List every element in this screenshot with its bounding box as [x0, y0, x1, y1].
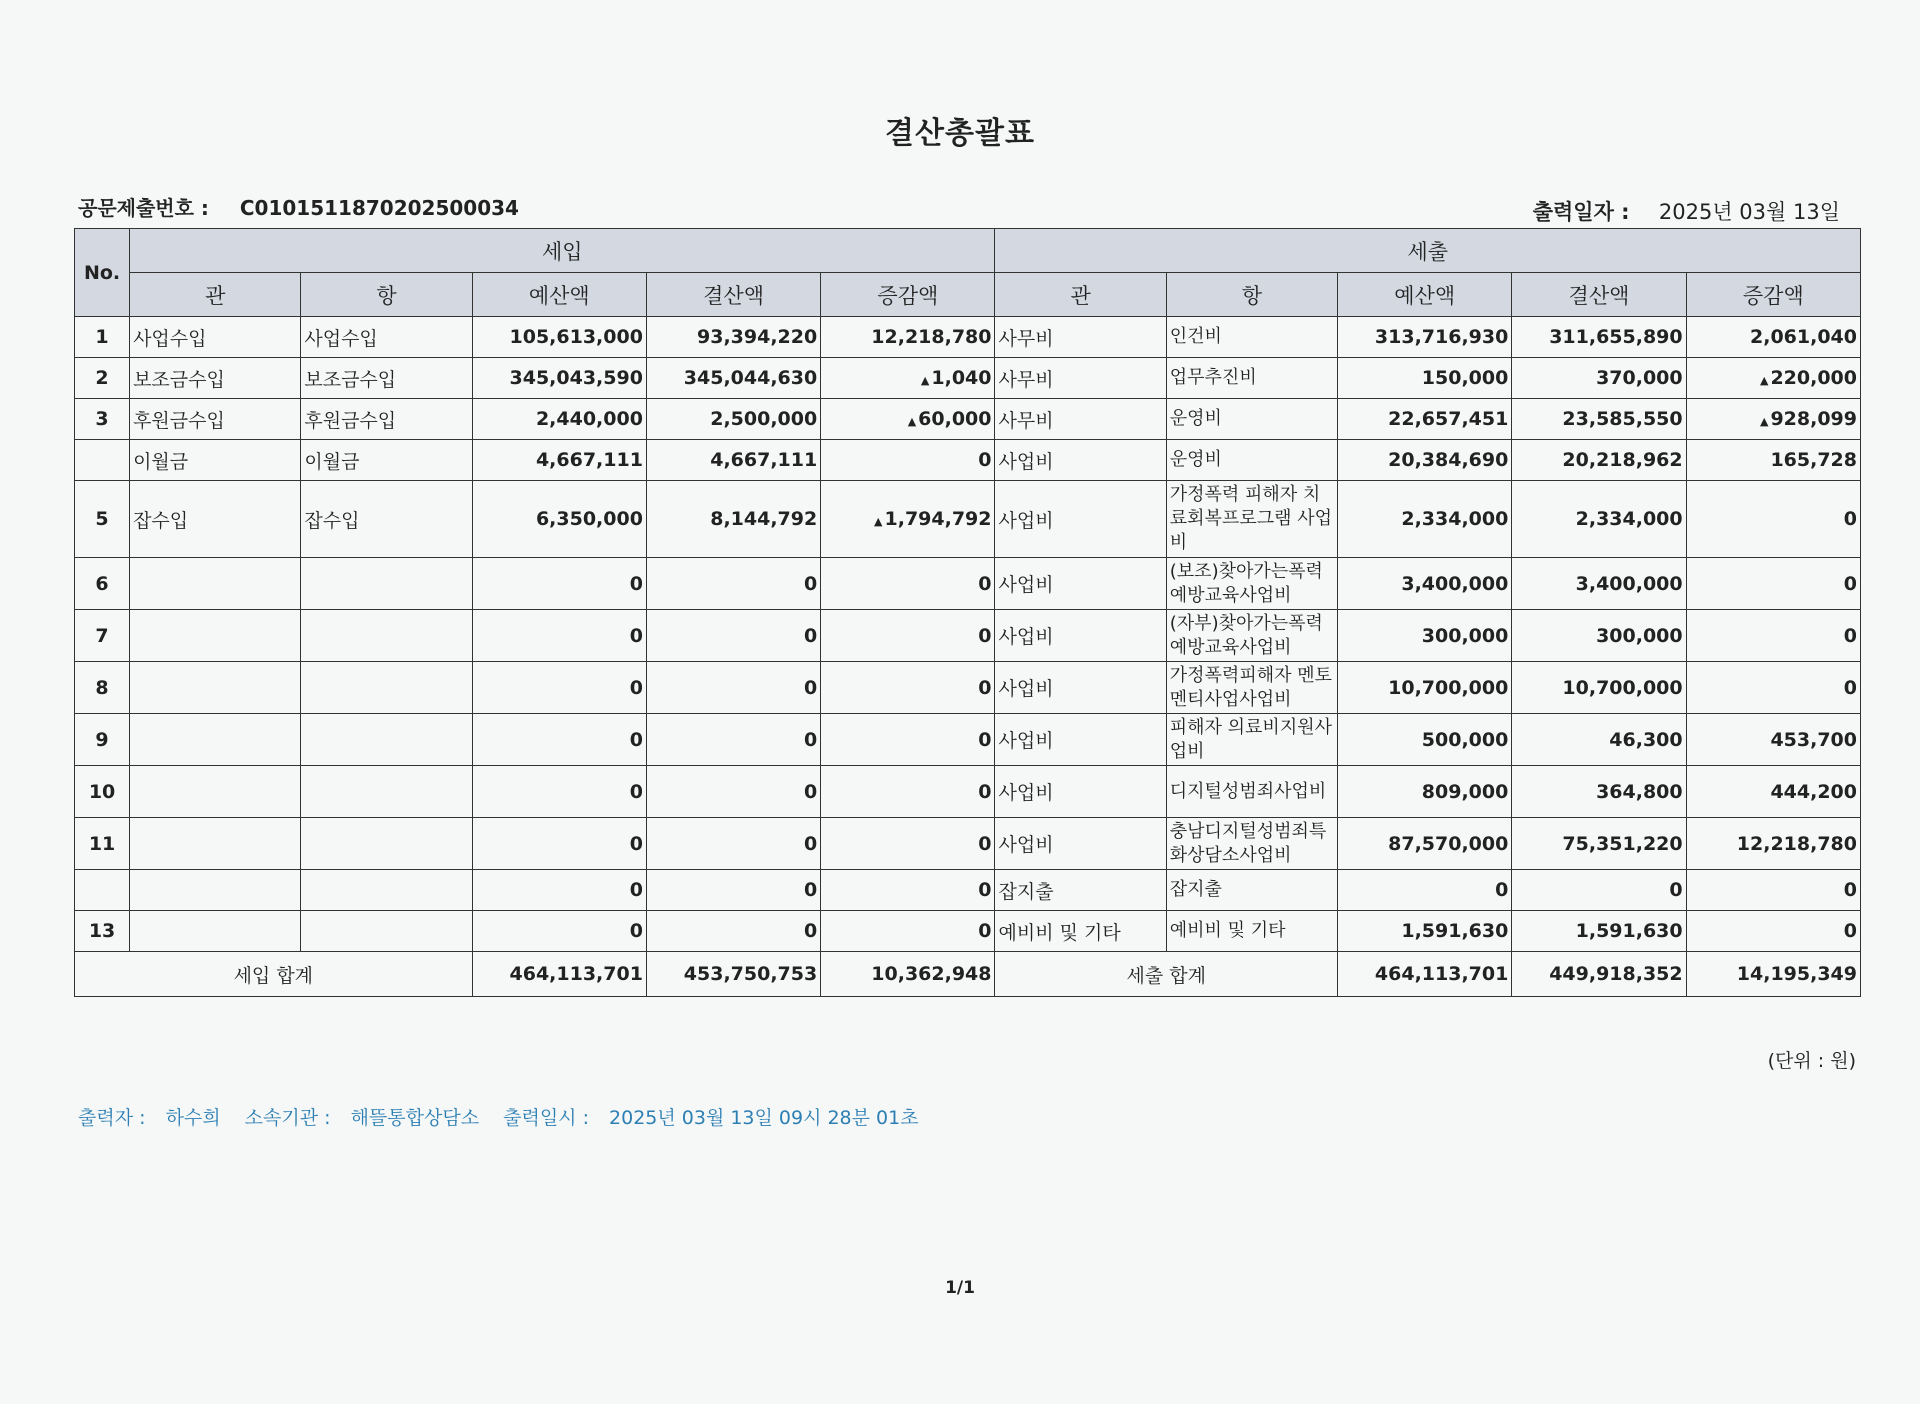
submission-value: C0101511870202500034 [239, 196, 519, 220]
table-row [75, 870, 1861, 911]
expense-settled-cell: 0 [1512, 870, 1686, 911]
income-hang-cell [301, 610, 472, 662]
expense-diff-cell: 453,700 [1686, 714, 1860, 766]
expense-settled-cell: 23,585,550 [1512, 399, 1686, 440]
income-gwan-cell: 잡수입 [130, 481, 301, 558]
expense-hang-cell: 예비비 및 기타 [1166, 911, 1337, 952]
expense-hang-cell: (보조)찾아가는폭력예방교육사업비 [1166, 558, 1337, 610]
table-row [75, 440, 1861, 481]
expense-settled-cell: 1,591,630 [1512, 911, 1686, 952]
expense-gwan-cell: 사업비 [995, 818, 1166, 870]
income-hang-cell [301, 714, 472, 766]
print-datetime: 2025년 03월 13일 09시 28분 01초 [609, 1107, 919, 1129]
expense-diff-cell: 165,728 [1686, 440, 1860, 481]
income-diff-cell: 0 [821, 766, 995, 818]
expense-gwan-cell: 사업비 [995, 440, 1166, 481]
income-budget-cell: 0 [472, 610, 646, 662]
income-hang-cell: 후원금수입 [301, 399, 472, 440]
income-budget-cell: 0 [472, 766, 646, 818]
income-budget-cell: 0 [472, 662, 646, 714]
income-settled-cell: 0 [646, 870, 820, 911]
income-budget-cell: 0 [472, 818, 646, 870]
row-number: 8 [75, 662, 130, 714]
table-row [75, 911, 1861, 952]
income-gwan-cell [130, 662, 301, 714]
income-hang-cell: 사업수입 [301, 317, 472, 358]
income-gwan-cell [130, 714, 301, 766]
row-number: 1 [75, 317, 130, 358]
income-settled-cell: 0 [646, 558, 820, 610]
expense-diff-cell: 0 [1686, 870, 1860, 911]
page-number: 1/1 [945, 1278, 975, 1298]
decrease-mark-icon: ▲ [1759, 415, 1769, 428]
expense-gwan-cell: 예비비 및 기타 [995, 911, 1166, 952]
table-row [75, 610, 1861, 662]
income-gwan-cell: 보조금수입 [130, 358, 301, 399]
expense-hang-cell: 가정폭력피해자 멘토멘티사업사업비 [1166, 662, 1337, 714]
no-header: No. [75, 229, 130, 317]
income-hang-cell [301, 870, 472, 911]
income-budget-cell: 105,613,000 [472, 317, 646, 358]
expense-settled-cell: 3,400,000 [1512, 558, 1686, 610]
expense-diff-cell: 444,200 [1686, 766, 1860, 818]
expense-budget-cell: 20,384,690 [1338, 440, 1512, 481]
expense-budget-cell: 2,334,000 [1338, 481, 1512, 558]
expense-diff-header: 증감액 [1686, 273, 1860, 317]
diff-value: 220,000 [1770, 367, 1857, 389]
income-hang-cell [301, 558, 472, 610]
expense-total-diff: 14,195,349 [1686, 952, 1860, 997]
org-name: 해뜰통합상담소 [350, 1107, 480, 1129]
expense-hang-cell: (자부)찾아가는폭력예방교육사업비 [1166, 610, 1337, 662]
expense-gwan-cell: 잡지출 [995, 870, 1166, 911]
income-total-settled: 453,750,753 [646, 952, 820, 997]
income-settled-cell: 0 [646, 610, 820, 662]
row-number: 11 [75, 818, 130, 870]
income-total-diff: 10,362,948 [821, 952, 995, 997]
row-number: 3 [75, 399, 130, 440]
income-diff-cell: 0 [821, 558, 995, 610]
income-hang-cell [301, 766, 472, 818]
expense-settled-cell: 75,351,220 [1512, 818, 1686, 870]
income-settled-header: 결산액 [646, 273, 820, 317]
org-label: 소속기관 : [244, 1107, 331, 1129]
expense-hang-cell: 피해자 의료비지원사업비 [1166, 714, 1337, 766]
income-settled-cell: 93,394,220 [646, 317, 820, 358]
income-gwan-cell: 이월금 [130, 440, 301, 481]
expense-hang-cell: 디지털성범죄사업비 [1166, 766, 1337, 818]
expense-diff-cell: 12,218,780 [1686, 818, 1860, 870]
table-row [75, 358, 1861, 399]
income-hang-cell: 잡수입 [301, 481, 472, 558]
income-gwan-cell: 후원금수입 [130, 399, 301, 440]
table-row [75, 662, 1861, 714]
income-settled-cell: 0 [646, 714, 820, 766]
expense-settled-cell: 364,800 [1512, 766, 1686, 818]
income-settled-cell: 8,144,792 [646, 481, 820, 558]
expense-budget-cell: 150,000 [1338, 358, 1512, 399]
table-body [75, 317, 1861, 952]
income-diff-cell [821, 481, 995, 558]
expense-total-label: 세출 합계 [995, 952, 1338, 997]
expense-settled-cell: 46,300 [1512, 714, 1686, 766]
income-diff-cell: 0 [821, 714, 995, 766]
expense-diff-cell: 2,061,040 [1686, 317, 1860, 358]
expense-budget-cell: 3,400,000 [1338, 558, 1512, 610]
income-budget-cell: 6,350,000 [472, 481, 646, 558]
income-gwan-cell [130, 610, 301, 662]
diff-value: 928,099 [1770, 408, 1857, 430]
decrease-mark-icon: ▲ [920, 374, 930, 387]
expense-hang-cell: 운영비 [1166, 399, 1337, 440]
expense-hang-cell: 업무추진비 [1166, 358, 1337, 399]
expense-budget-cell: 87,570,000 [1338, 818, 1512, 870]
expense-hang-header: 항 [1166, 273, 1337, 317]
row-number [75, 870, 130, 911]
printer-name: 하수희 [165, 1107, 221, 1129]
expense-budget-cell: 1,591,630 [1338, 911, 1512, 952]
income-hang-cell: 이월금 [301, 440, 472, 481]
income-hang-cell [301, 662, 472, 714]
income-hang-cell: 보조금수입 [301, 358, 472, 399]
row-number: 13 [75, 911, 130, 952]
expense-diff-cell [1686, 358, 1860, 399]
income-gwan-cell [130, 818, 301, 870]
income-diff-cell: 0 [821, 818, 995, 870]
expense-budget-header: 예산액 [1338, 273, 1512, 317]
income-settled-cell: 0 [646, 818, 820, 870]
income-hang-cell [301, 911, 472, 952]
income-diff-cell: 0 [821, 870, 995, 911]
expense-diff-cell: 0 [1686, 481, 1860, 558]
expense-settled-cell: 10,700,000 [1512, 662, 1686, 714]
expense-gwan-cell: 사무비 [995, 317, 1166, 358]
expense-settled-cell: 300,000 [1512, 610, 1686, 662]
print-date-value: 2025년 03월 13일 [1658, 200, 1840, 224]
income-gwan-cell [130, 870, 301, 911]
expense-hang-cell: 충남디지털성범죄특화상담소사업비 [1166, 818, 1337, 870]
income-diff-cell: 0 [821, 911, 995, 952]
expense-total-budget: 464,113,701 [1338, 952, 1512, 997]
income-gwan-cell [130, 558, 301, 610]
expense-diff-cell [1686, 399, 1860, 440]
expense-total-settled: 449,918,352 [1512, 952, 1686, 997]
expense-settled-cell: 311,655,890 [1512, 317, 1686, 358]
diff-value: 1,040 [931, 367, 992, 389]
income-gwan-header: 관 [130, 273, 301, 317]
expense-gwan-cell: 사무비 [995, 358, 1166, 399]
decrease-mark-icon: ▲ [874, 515, 883, 528]
income-total-budget: 464,113,701 [472, 952, 646, 997]
expense-diff-cell: 0 [1686, 911, 1860, 952]
expense-budget-cell: 22,657,451 [1338, 399, 1512, 440]
document-title: 결산총괄표 [885, 116, 1035, 151]
income-gwan-cell [130, 911, 301, 952]
table-row [75, 558, 1861, 610]
income-diff-cell: 0 [821, 610, 995, 662]
income-budget-cell: 0 [472, 870, 646, 911]
expense-gwan-cell: 사업비 [995, 662, 1166, 714]
expense-diff-cell: 0 [1686, 610, 1860, 662]
expense-gwan-header: 관 [995, 273, 1166, 317]
decrease-mark-icon: ▲ [907, 415, 917, 428]
table-row [75, 818, 1861, 870]
submission-label: 공문제출번호 : [78, 196, 209, 220]
expense-diff-cell: 0 [1686, 558, 1860, 610]
row-number: 10 [75, 766, 130, 818]
income-budget-header: 예산액 [472, 273, 646, 317]
income-budget-cell: 0 [472, 911, 646, 952]
income-budget-cell: 2,440,000 [472, 399, 646, 440]
income-diff-cell: 12,218,780 [821, 317, 995, 358]
table-row [75, 399, 1861, 440]
expense-budget-cell: 300,000 [1338, 610, 1512, 662]
expense-hang-cell: 운영비 [1166, 440, 1337, 481]
income-hang-header: 항 [301, 273, 472, 317]
income-budget-cell: 0 [472, 558, 646, 610]
expense-settled-cell: 370,000 [1512, 358, 1686, 399]
income-diff-cell [821, 358, 995, 399]
expense-budget-cell: 10,700,000 [1338, 662, 1512, 714]
expense-settled-header: 결산액 [1512, 273, 1686, 317]
expense-header: 세출 [995, 229, 1861, 273]
expense-budget-cell: 500,000 [1338, 714, 1512, 766]
table-row [75, 317, 1861, 358]
income-diff-cell [821, 399, 995, 440]
income-settled-cell: 345,044,630 [646, 358, 820, 399]
total-row [75, 952, 1861, 997]
expense-gwan-cell: 사무비 [995, 399, 1166, 440]
expense-gwan-cell: 사업비 [995, 714, 1166, 766]
expense-hang-cell: 가정폭력 피해자 치료회복프로그램 사업비 [1166, 481, 1337, 558]
printer-label: 출력자 : [78, 1107, 146, 1129]
income-diff-cell: 0 [821, 662, 995, 714]
income-diff-header: 증감액 [821, 273, 995, 317]
row-number: 6 [75, 558, 130, 610]
diff-value: 60,000 [918, 408, 992, 430]
table-row [75, 714, 1861, 766]
expense-budget-cell: 0 [1338, 870, 1512, 911]
decrease-mark-icon: ▲ [1759, 374, 1769, 387]
expense-settled-cell: 2,334,000 [1512, 481, 1686, 558]
row-number: 2 [75, 358, 130, 399]
row-number: 7 [75, 610, 130, 662]
income-settled-cell: 0 [646, 766, 820, 818]
expense-diff-cell: 0 [1686, 662, 1860, 714]
expense-settled-cell: 20,218,962 [1512, 440, 1686, 481]
table-row [75, 481, 1861, 558]
income-settled-cell: 0 [646, 662, 820, 714]
unit-note: (단위 : 원) [1767, 1050, 1856, 1072]
row-number: 5 [75, 481, 130, 558]
expense-gwan-cell: 사업비 [995, 558, 1166, 610]
submission-number [78, 192, 519, 221]
row-number [75, 440, 130, 481]
income-settled-cell: 0 [646, 911, 820, 952]
income-diff-cell: 0 [821, 440, 995, 481]
expense-hang-cell: 잡지출 [1166, 870, 1337, 911]
income-budget-cell: 0 [472, 714, 646, 766]
income-budget-cell: 345,043,590 [472, 358, 646, 399]
income-gwan-cell [130, 766, 301, 818]
income-settled-cell: 4,667,111 [646, 440, 820, 481]
expense-budget-cell: 313,716,930 [1338, 317, 1512, 358]
datetime-label: 출력일시 : [503, 1107, 589, 1129]
print-date [1533, 196, 1840, 226]
income-total-label: 세입 합계 [75, 952, 473, 997]
expense-gwan-cell: 사업비 [995, 481, 1166, 558]
income-settled-cell: 2,500,000 [646, 399, 820, 440]
diff-value: 1,794,792 [884, 508, 992, 530]
expense-gwan-cell: 사업비 [995, 766, 1166, 818]
table-row [75, 766, 1861, 818]
expense-gwan-cell: 사업비 [995, 610, 1166, 662]
income-budget-cell: 4,667,111 [472, 440, 646, 481]
row-number: 9 [75, 714, 130, 766]
income-gwan-cell: 사업수입 [130, 317, 301, 358]
income-header: 세입 [130, 229, 995, 273]
expense-budget-cell: 809,000 [1338, 766, 1512, 818]
settlement-table [74, 228, 1861, 997]
print-date-label: 출력일자 : [1532, 200, 1630, 224]
income-hang-cell [301, 818, 472, 870]
print-footer [78, 1103, 933, 1130]
expense-hang-cell: 인건비 [1166, 317, 1337, 358]
